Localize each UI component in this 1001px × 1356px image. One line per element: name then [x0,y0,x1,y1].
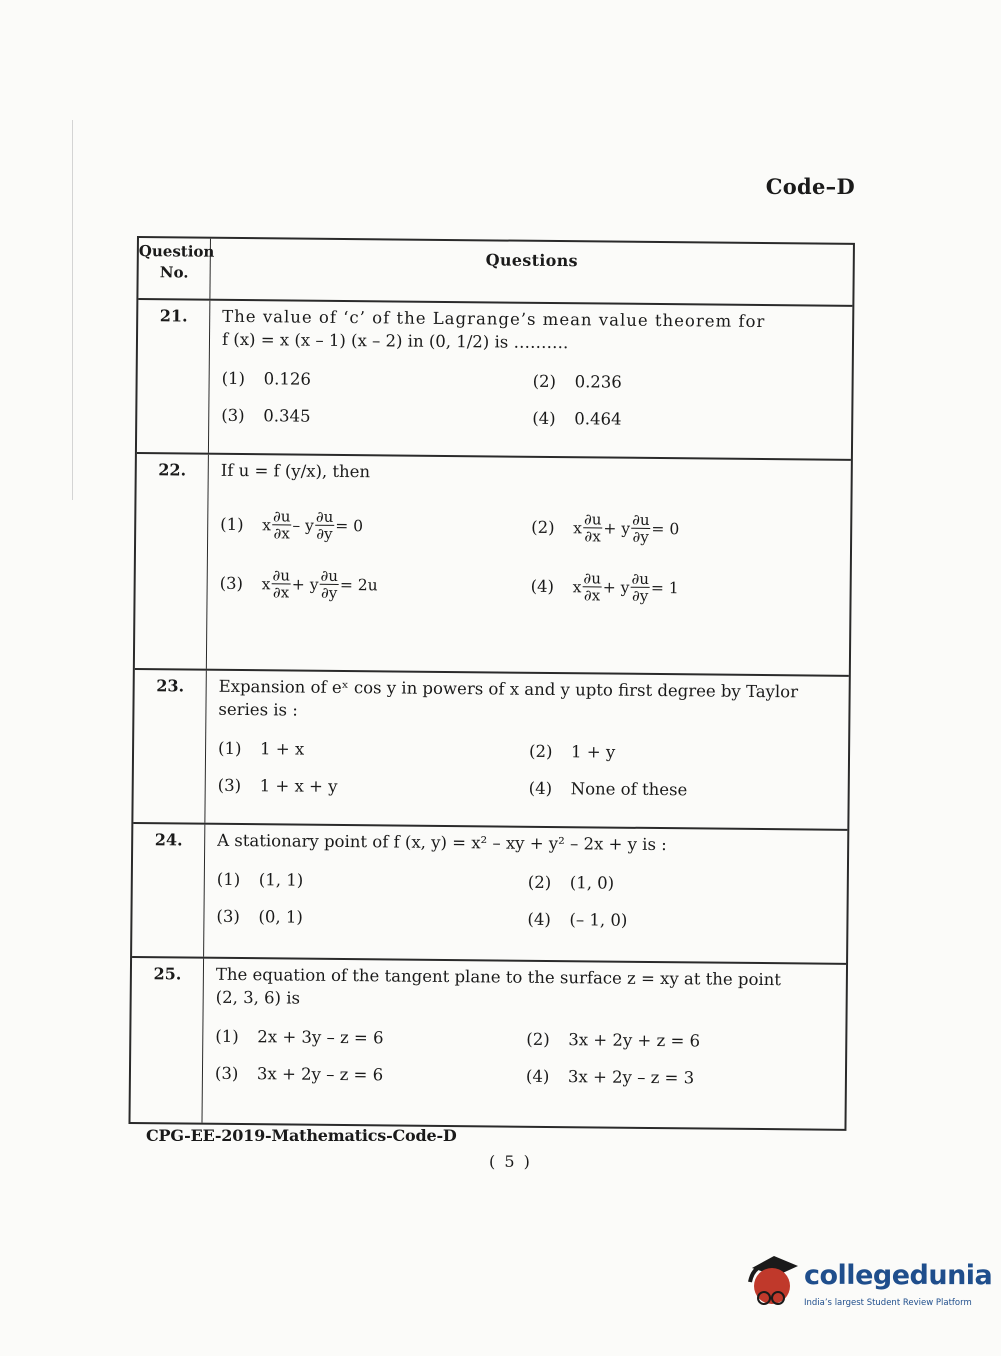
question-number: 25. [130,958,204,1123]
option-value: 0.236 [574,372,622,392]
option-2 [526,1030,837,1052]
question-body [207,455,851,675]
option-number: (4) [525,1066,550,1086]
option-2 [533,372,844,394]
options-row [221,406,843,431]
option-number: (4) [532,408,556,429]
option-value: 1 + y [570,742,616,762]
options-row [218,776,840,801]
option-3 [215,1064,526,1086]
option-number: (1) [220,514,244,535]
option-value: 2x + 3y – z = 6 [257,1027,384,1048]
options-row [218,739,840,764]
options-row [220,567,842,606]
option-number: (2) [528,741,553,762]
question-number: 22. [135,454,209,669]
option-1 [220,508,531,544]
option-number: (1) [216,869,241,890]
option-number: (2) [526,1029,550,1049]
option-1 [218,739,529,761]
option-3 [220,567,531,603]
option-number: (3) [216,906,240,927]
option-1 [215,1027,526,1049]
options-row [220,508,842,547]
option-value: 3x + 2y – z = 6 [256,1064,384,1085]
option-number: (4) [528,778,553,799]
question-stem: Expansion of eˣ cos y in powers of x and y upto first degree by Taylor [218,676,799,702]
question-stem: A stationary point of f (x, y) = x² – xy + y² – 2x + y is : [217,830,667,855]
mascot-icon [744,1252,802,1314]
questions-header: Questions [485,250,578,271]
question-no-header [138,238,215,299]
logo-wordmark: collegedunia [804,1260,993,1291]
question-body [209,301,852,459]
option-expression: x $\frac{\partial u}{\partial x}$ + y $\frac{\partial u}{\partial y}$ = 0 [573,510,680,546]
question-row-23 [133,670,848,831]
options-row [217,870,839,895]
footer-paper-code: CPG-EE-2019-Mathematics-Code-D [146,1126,457,1145]
page-number: ( 5 ) [489,1152,532,1171]
option-number: (1) [215,1026,239,1047]
page-edge-line [72,120,73,500]
option-number: (3) [217,775,242,796]
option-1 [217,870,528,892]
question-stem-line2: f (x) = x (x – 1) (x – 2) in (0, 1/2) is ………. [221,329,569,353]
table-header [138,238,853,307]
option-value: 1 + x + y [259,776,338,796]
options-row [215,1064,837,1089]
option-value: 0.345 [263,406,311,426]
question-number: 21. [137,300,210,453]
option-number: (1) [217,738,242,759]
options-row [215,1027,837,1052]
question-stem: If u = f (y/x), then [220,460,371,482]
option-4 [530,570,841,606]
option-value: (0, 1) [258,907,303,927]
option-number: (1) [221,368,246,389]
question-row-25 [130,958,846,1129]
question-no-header-line1: Question [138,242,215,261]
option-expression: x $\frac{\partial u}{\partial x}$ + y $\frac{\partial u}{\partial y}$ = 1 [572,569,679,605]
option-number: (4) [527,909,551,930]
option-number: (2) [527,872,552,893]
question-body [205,671,848,829]
option-value: 1 + x [259,739,305,759]
options-row [216,907,838,932]
option-value: (1, 1) [258,870,304,890]
question-number: 23. [133,670,206,823]
collegedunia-logo[interactable] [744,1252,993,1322]
option-value: 0.126 [263,369,311,389]
options-row [222,369,844,394]
option-4 [532,409,843,431]
option-number: (3) [221,405,245,426]
option-value: 0.464 [574,409,622,429]
question-stem: The value of ‘c’ of the Lagrange’s mean value theorem for [222,306,766,332]
question-row-21 [137,300,852,461]
option-number: (3) [219,573,244,594]
question-stem-line2: series is : [218,699,298,720]
option-number: (2) [531,517,555,538]
option-4 [529,779,840,801]
option-number: (2) [532,371,557,392]
question-no-header-line2: No. [159,263,189,282]
option-3 [216,907,527,929]
option-value: (– 1, 0) [569,910,628,930]
logo-tagline: India’s largest Student Review Platform [804,1298,972,1308]
question-row-24 [132,824,847,965]
question-row-22 [135,454,851,677]
option-2 [529,742,840,764]
question-number: 24. [132,824,205,957]
question-body [204,825,847,963]
option-value: 3x + 2y – z = 3 [567,1067,695,1088]
questions-table [128,236,854,1131]
option-2 [528,873,839,895]
option-4 [527,910,838,932]
paper-code: Code–D [765,174,855,199]
option-4 [526,1067,837,1089]
option-2 [531,511,842,547]
option-3 [218,776,529,798]
option-value: (1, 0) [569,873,615,893]
option-value: 3x + 2y + z = 6 [568,1030,701,1051]
option-1 [222,369,533,391]
question-stem-line2: (2, 3, 6) is [215,987,301,1008]
option-expression: x $\frac{\partial u}{\partial x}$ + y $\frac{\partial u}{\partial y}$ = 2u [261,566,378,602]
option-3 [221,406,532,428]
option-number: (3) [214,1063,239,1084]
option-value: None of these [570,779,688,800]
option-expression: x $\frac{\partial u}{\partial x}$ – y $\frac{\partial u}{\partial y}$ = 0 [262,507,364,543]
option-number: (4) [530,576,555,597]
question-stem: The equation of the tangent plane to the surface z = xy at the point [215,964,782,990]
question-body [202,959,846,1129]
